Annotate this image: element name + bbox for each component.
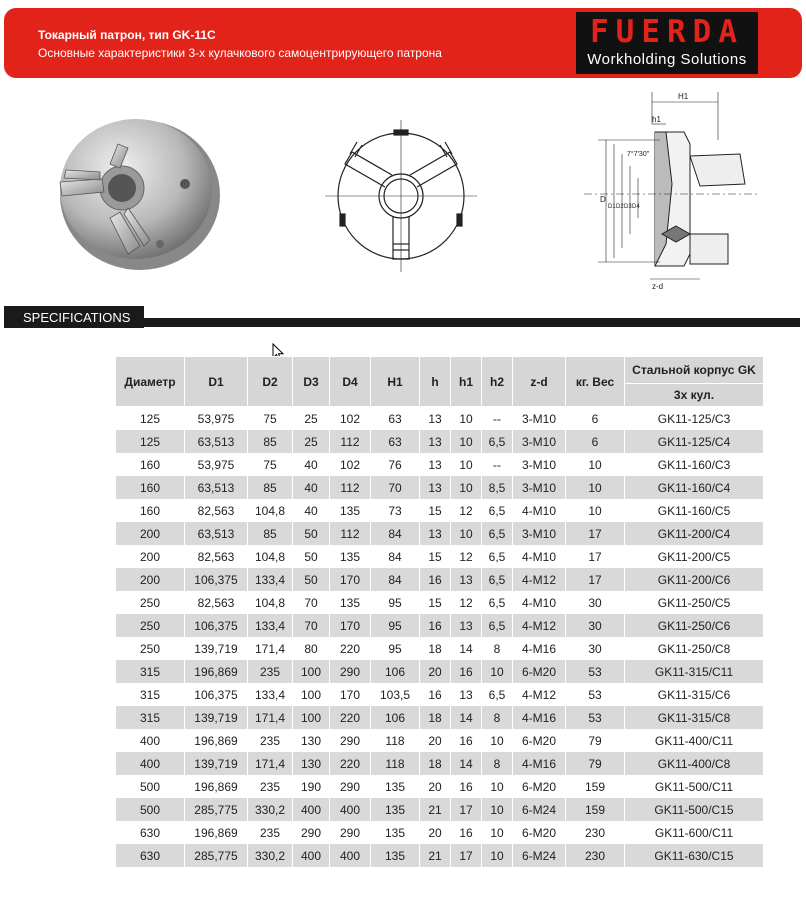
table-cell: 21: [420, 798, 451, 821]
table-row: [116, 430, 764, 453]
table-cell: 4-M12: [513, 614, 566, 637]
table-cell: 6-M20: [513, 821, 566, 844]
table-cell: 75: [248, 453, 293, 476]
table-row: [116, 614, 764, 637]
table-cell: 630: [116, 821, 185, 844]
table-cell: 16: [451, 660, 482, 683]
table-cell: GK11-160/C3: [625, 453, 764, 476]
table-cell: 4-M16: [513, 752, 566, 775]
label-zd: z-d: [652, 282, 664, 291]
table-cell: 40: [293, 476, 330, 499]
specifications-bar: [4, 306, 800, 328]
table-cell: 6,5: [482, 591, 513, 614]
table-cell: 10: [482, 844, 513, 867]
table-cell: 290: [330, 729, 371, 752]
table-cell: GK11-250/C8: [625, 637, 764, 660]
table-cell: 40: [293, 499, 330, 522]
table-cell: GK11-315/C11: [625, 660, 764, 683]
chuck-photo: [60, 119, 220, 270]
table-cell: --: [482, 407, 513, 431]
table-cell: 82,563: [185, 591, 248, 614]
table-cell: 112: [330, 476, 371, 499]
table-cell: 500: [116, 798, 185, 821]
specifications-rule: [124, 318, 800, 327]
table-cell: 171,4: [248, 706, 293, 729]
table-cell: 17: [451, 844, 482, 867]
chuck-side-section: [584, 92, 760, 279]
table-cell: 76: [371, 453, 420, 476]
table-cell: 20: [420, 821, 451, 844]
table-cell: GK11-400/C11: [625, 729, 764, 752]
table-cell: 8: [482, 637, 513, 660]
product-drawings: [0, 84, 806, 300]
table-cell: 3-M10: [513, 453, 566, 476]
table-cell: 6,5: [482, 499, 513, 522]
table-cell: GK11-400/C8: [625, 752, 764, 775]
table-cell: 630: [116, 844, 185, 867]
table-cell: 4-M10: [513, 545, 566, 568]
table-row: [116, 591, 764, 614]
table-cell: 220: [330, 706, 371, 729]
table-cell: 170: [330, 568, 371, 591]
table-cell: 16: [451, 775, 482, 798]
table-row: [116, 660, 764, 683]
table-cell: 100: [293, 683, 330, 706]
table-cell: 106,375: [185, 568, 248, 591]
table-cell: 14: [451, 752, 482, 775]
label-d: D: [600, 195, 606, 204]
table-cell: 6-M24: [513, 844, 566, 867]
column-header: Диаметр: [116, 357, 185, 407]
table-row: [116, 499, 764, 522]
table-cell: 130: [293, 752, 330, 775]
table-cell: 10: [482, 821, 513, 844]
table-cell: 135: [330, 591, 371, 614]
table-cell: 10: [482, 729, 513, 752]
table-cell: 8: [482, 752, 513, 775]
table-cell: 133,4: [248, 683, 293, 706]
table-cell: 25: [293, 430, 330, 453]
table-cell: 235: [248, 729, 293, 752]
table-cell: 400: [116, 752, 185, 775]
table-cell: 16: [451, 821, 482, 844]
brand-logo: [576, 12, 758, 74]
column-header: D3: [293, 357, 330, 407]
table-cell: 63: [371, 430, 420, 453]
table-cell: 10: [482, 660, 513, 683]
table-cell: 8,5: [482, 476, 513, 499]
column-header: z-d: [513, 357, 566, 407]
table-cell: 171,4: [248, 752, 293, 775]
table-cell: 13: [451, 614, 482, 637]
table-row: [116, 821, 764, 844]
table-cell: 82,563: [185, 499, 248, 522]
table-cell: 400: [293, 844, 330, 867]
table-cell: 53: [566, 683, 625, 706]
table-cell: 133,4: [248, 614, 293, 637]
table-cell: 315: [116, 683, 185, 706]
specifications-table: [115, 356, 764, 867]
table-cell: 14: [451, 637, 482, 660]
table-cell: 196,869: [185, 775, 248, 798]
table-cell: 70: [293, 614, 330, 637]
column-header: кг. Вес: [566, 357, 625, 407]
table-cell: 170: [330, 614, 371, 637]
table-cell: 6,5: [482, 683, 513, 706]
table-cell: 6-M20: [513, 660, 566, 683]
table-cell: 18: [420, 637, 451, 660]
label-d1: D1: [608, 204, 616, 210]
table-cell: 12: [451, 499, 482, 522]
table-cell: 6,5: [482, 568, 513, 591]
table-cell: 16: [420, 614, 451, 637]
table-row: [116, 568, 764, 591]
column-header: D4: [330, 357, 371, 407]
table-cell: 6: [566, 407, 625, 431]
table-cell: GK11-500/C15: [625, 798, 764, 821]
table-cell: 135: [371, 844, 420, 867]
table-cell: 40: [293, 453, 330, 476]
table-cell: 250: [116, 637, 185, 660]
table-cell: 230: [566, 821, 625, 844]
table-cell: 12: [451, 545, 482, 568]
table-cell: GK11-600/C11: [625, 821, 764, 844]
table-cell: 18: [420, 752, 451, 775]
table-cell: 130: [293, 729, 330, 752]
table-header-row: [116, 357, 764, 384]
table-cell: 17: [566, 545, 625, 568]
table-cell: 85: [248, 522, 293, 545]
table-cell: 3-M10: [513, 407, 566, 431]
table-cell: 135: [371, 775, 420, 798]
table-cell: 17: [566, 522, 625, 545]
table-cell: 250: [116, 591, 185, 614]
column-header: h1: [451, 357, 482, 407]
table-cell: 171,4: [248, 637, 293, 660]
logo-word: FUERDA: [590, 14, 744, 50]
table-cell: 102: [330, 407, 371, 431]
label-d4: D4: [632, 204, 640, 210]
table-cell: 235: [248, 775, 293, 798]
table-body: [116, 407, 764, 868]
label-angle: 7°7'30": [627, 151, 650, 158]
table-cell: GK11-125/C3: [625, 407, 764, 431]
table-cell: 20: [420, 775, 451, 798]
table-cell: 63,513: [185, 430, 248, 453]
table-cell: 53,975: [185, 407, 248, 431]
table-cell: 6: [566, 430, 625, 453]
table-cell: 20: [420, 729, 451, 752]
table-cell: 160: [116, 476, 185, 499]
table-cell: GK11-250/C5: [625, 591, 764, 614]
table-cell: 18: [420, 706, 451, 729]
label-d2: D2: [616, 204, 624, 210]
table-cell: 6,5: [482, 614, 513, 637]
table-cell: 290: [330, 660, 371, 683]
table-cell: 112: [330, 522, 371, 545]
table-cell: 63: [371, 407, 420, 431]
chuck-front-view: [325, 120, 477, 272]
table-cell: 84: [371, 568, 420, 591]
table-row: [116, 407, 764, 431]
table-cell: 15: [420, 545, 451, 568]
table-cell: 400: [293, 798, 330, 821]
table-row: [116, 706, 764, 729]
table-cell: 196,869: [185, 660, 248, 683]
table-cell: 235: [248, 821, 293, 844]
column-header: Стальной корпус GK: [625, 357, 764, 384]
table-row: [116, 522, 764, 545]
table-cell: 159: [566, 775, 625, 798]
table-cell: 10: [566, 453, 625, 476]
table-cell: 290: [293, 821, 330, 844]
table-cell: 13: [420, 430, 451, 453]
table-cell: 315: [116, 660, 185, 683]
table-cell: 80: [293, 637, 330, 660]
table-cell: 160: [116, 499, 185, 522]
page-subtitle: Основные характеристики 3-х кулачкового самоцентрирующего патрона: [38, 46, 442, 60]
table-cell: 15: [420, 591, 451, 614]
table-cell: 106,375: [185, 614, 248, 637]
table-cell: 95: [371, 614, 420, 637]
table-cell: 160: [116, 453, 185, 476]
table-cell: 106: [371, 706, 420, 729]
table-cell: 6,5: [482, 545, 513, 568]
table-cell: 53: [566, 706, 625, 729]
table-cell: 53: [566, 660, 625, 683]
table-row: [116, 729, 764, 752]
table-cell: 13: [451, 683, 482, 706]
table-cell: 104,8: [248, 591, 293, 614]
table-cell: 82,563: [185, 545, 248, 568]
table-cell: 10: [451, 522, 482, 545]
table-cell: 125: [116, 430, 185, 453]
table-cell: 30: [566, 591, 625, 614]
header-banner: [4, 8, 802, 78]
table-cell: 21: [420, 844, 451, 867]
table-cell: 170: [330, 683, 371, 706]
table-cell: 16: [420, 683, 451, 706]
table-cell: 4-M16: [513, 706, 566, 729]
table-cell: 106: [371, 660, 420, 683]
table-cell: 285,775: [185, 798, 248, 821]
table-cell: 95: [371, 637, 420, 660]
table-cell: 4-M10: [513, 591, 566, 614]
column-header: h2: [482, 357, 513, 407]
table-cell: 84: [371, 545, 420, 568]
label-h1: H1: [678, 92, 689, 101]
table-cell: GK11-315/C6: [625, 683, 764, 706]
table-row: [116, 844, 764, 867]
table-cell: GK11-500/C11: [625, 775, 764, 798]
table-cell: GK11-630/C15: [625, 844, 764, 867]
table-cell: 10: [482, 798, 513, 821]
table-cell: 139,719: [185, 637, 248, 660]
page-title: Токарный патрон, тип GK-11C: [38, 28, 216, 42]
table-cell: 53,975: [185, 453, 248, 476]
table-cell: 102: [330, 453, 371, 476]
table-cell: 235: [248, 660, 293, 683]
logo-tagline: Workholding Solutions: [587, 51, 747, 68]
table-cell: 17: [566, 568, 625, 591]
table-cell: 85: [248, 430, 293, 453]
column-header: D2: [248, 357, 293, 407]
label-d3: D3: [624, 204, 632, 210]
table-cell: 6,5: [482, 522, 513, 545]
table-cell: 196,869: [185, 729, 248, 752]
table-cell: 14: [451, 706, 482, 729]
table-cell: 30: [566, 637, 625, 660]
table-cell: 196,869: [185, 821, 248, 844]
table-cell: GK11-160/C5: [625, 499, 764, 522]
table-cell: 139,719: [185, 706, 248, 729]
table-cell: 6-M24: [513, 798, 566, 821]
table-cell: 50: [293, 545, 330, 568]
table-cell: 330,2: [248, 844, 293, 867]
table-cell: 6-M20: [513, 729, 566, 752]
table-cell: 285,775: [185, 844, 248, 867]
table-cell: 133,4: [248, 568, 293, 591]
table-cell: 190: [293, 775, 330, 798]
table-cell: 315: [116, 706, 185, 729]
table-cell: 400: [330, 798, 371, 821]
table-cell: --: [482, 453, 513, 476]
specifications-label: SPECIFICATIONS: [23, 310, 131, 325]
table-cell: 400: [330, 844, 371, 867]
label-h1-small: h1: [652, 115, 661, 124]
table-cell: 3-M10: [513, 476, 566, 499]
table-cell: 63,513: [185, 476, 248, 499]
table-cell: GK11-125/C4: [625, 430, 764, 453]
table-cell: 95: [371, 591, 420, 614]
table-cell: 100: [293, 660, 330, 683]
table-cell: 85: [248, 476, 293, 499]
table-cell: 12: [451, 591, 482, 614]
table-cell: 75: [248, 407, 293, 431]
table-cell: 13: [420, 476, 451, 499]
table-cell: 4-M10: [513, 499, 566, 522]
table-cell: 84: [371, 522, 420, 545]
table-cell: GK11-200/C6: [625, 568, 764, 591]
table-row: [116, 752, 764, 775]
table-cell: 135: [330, 499, 371, 522]
table-cell: 290: [330, 821, 371, 844]
column-header: D1: [185, 357, 248, 407]
table-cell: 135: [371, 798, 420, 821]
table-cell: 73: [371, 499, 420, 522]
table-cell: 10: [566, 476, 625, 499]
table-cell: 8: [482, 706, 513, 729]
table-cell: 250: [116, 614, 185, 637]
table-cell: 30: [566, 614, 625, 637]
table-cell: 10: [451, 430, 482, 453]
table-row: [116, 545, 764, 568]
table-cell: 220: [330, 637, 371, 660]
table-cell: 106,375: [185, 683, 248, 706]
table-cell: 10: [566, 499, 625, 522]
table-cell: 6,5: [482, 430, 513, 453]
table-cell: 6-M20: [513, 775, 566, 798]
table-cell: 500: [116, 775, 185, 798]
table-row: [116, 637, 764, 660]
table-row: [116, 798, 764, 821]
table-cell: 16: [451, 729, 482, 752]
table-cell: 3-M10: [513, 430, 566, 453]
table-cell: 4-M12: [513, 683, 566, 706]
table-cell: 50: [293, 568, 330, 591]
table-cell: 200: [116, 568, 185, 591]
table-cell: 125: [116, 407, 185, 431]
table-cell: 70: [371, 476, 420, 499]
table-cell: 290: [330, 775, 371, 798]
table-cell: 139,719: [185, 752, 248, 775]
table-cell: 13: [451, 568, 482, 591]
table-cell: 63,513: [185, 522, 248, 545]
table-cell: 13: [420, 407, 451, 431]
table-cell: 112: [330, 430, 371, 453]
table-row: [116, 476, 764, 499]
table-row: [116, 683, 764, 706]
table-cell: 400: [116, 729, 185, 752]
table-cell: 135: [371, 821, 420, 844]
table-cell: 20: [420, 660, 451, 683]
table-cell: 118: [371, 752, 420, 775]
table-cell: 104,8: [248, 499, 293, 522]
table-cell: 4-M12: [513, 568, 566, 591]
column-header: H1: [371, 357, 420, 407]
table-cell: 135: [330, 545, 371, 568]
table-cell: 3-M10: [513, 522, 566, 545]
table-cell: 79: [566, 752, 625, 775]
table-cell: GK11-200/C5: [625, 545, 764, 568]
table-cell: GK11-315/C8: [625, 706, 764, 729]
table-cell: 330,2: [248, 798, 293, 821]
table-cell: 200: [116, 522, 185, 545]
table-cell: 13: [420, 522, 451, 545]
table-cell: 17: [451, 798, 482, 821]
table-cell: 103,5: [371, 683, 420, 706]
table-cell: GK11-200/C4: [625, 522, 764, 545]
table-cell: GK11-250/C6: [625, 614, 764, 637]
table-cell: 100: [293, 706, 330, 729]
column-header: h: [420, 357, 451, 407]
table-cell: 10: [451, 476, 482, 499]
table-cell: 10: [482, 775, 513, 798]
table-cell: 10: [451, 407, 482, 431]
table-cell: 118: [371, 729, 420, 752]
table-cell: GK11-160/C4: [625, 476, 764, 499]
table-cell: 159: [566, 798, 625, 821]
table-cell: 13: [420, 453, 451, 476]
table-cell: 220: [330, 752, 371, 775]
table-cell: 4-M16: [513, 637, 566, 660]
table-cell: 230: [566, 844, 625, 867]
table-cell: 16: [420, 568, 451, 591]
table-row: [116, 775, 764, 798]
table-row: [116, 453, 764, 476]
table-cell: 15: [420, 499, 451, 522]
table-cell: 10: [451, 453, 482, 476]
table-cell: 50: [293, 522, 330, 545]
table-cell: 25: [293, 407, 330, 431]
table-cell: 70: [293, 591, 330, 614]
column-subheader: 3х кул.: [625, 384, 764, 407]
table-cell: 200: [116, 545, 185, 568]
table-cell: 79: [566, 729, 625, 752]
table-cell: 104,8: [248, 545, 293, 568]
